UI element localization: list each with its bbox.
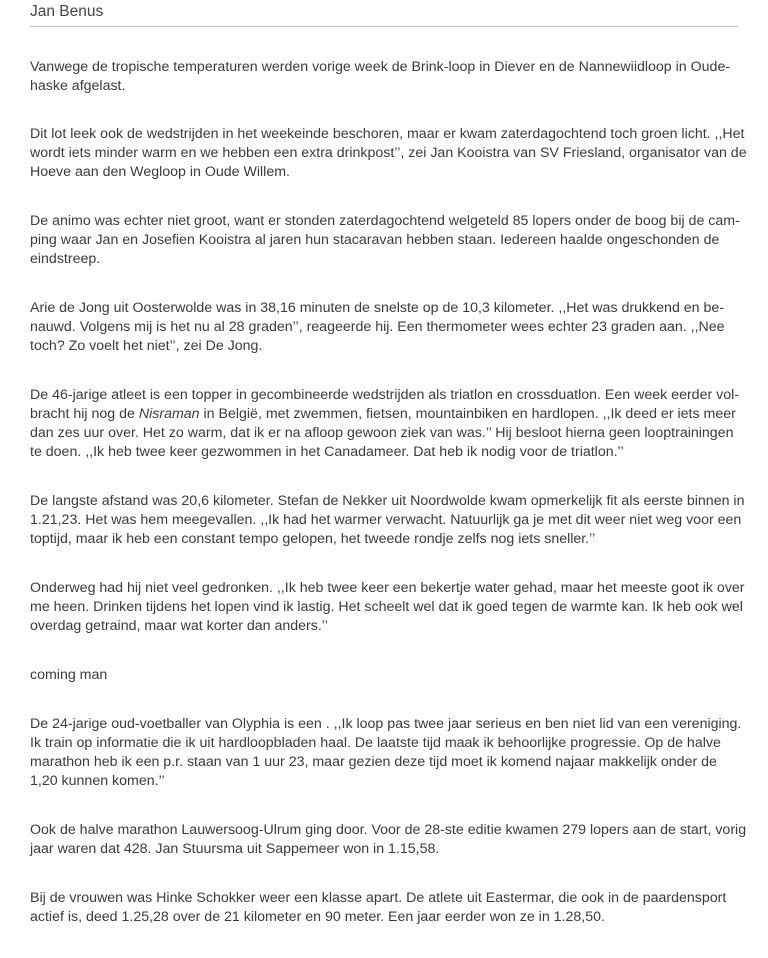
article-paragraph — [30, 58, 740, 96]
paragraph-line — [30, 405, 740, 424]
article-paragraph — [30, 212, 740, 269]
paragraph-line: toch? Zo voelt het niet’’, zei De Jong. — [30, 338, 263, 354]
article-paragraph — [30, 386, 740, 462]
paragraph-line: Bij de vrouwen was Hinke Schokker weer een klasse apart. De atlete uit Eastermar, die ook in de paardensport — [30, 890, 727, 906]
paragraph-line: De langste afstand was 20,6 kilometer. Stefan de Nekker uit Noordwolde kwam opmerkelijk fit als eerste binnen in — [30, 493, 745, 509]
article-paragraph — [30, 579, 745, 636]
paragraph-line: jaar waren dat 428. Jan Stuursma uit Sappemeer won in 1.15,58. — [30, 841, 440, 857]
article-paragraph — [30, 715, 740, 791]
paragraph-line: Arie de Jong uit Oosterwolde was in 38,16 minuten de snelste op de 10,3 kilometer. ,,Het was drukkend en be- — [30, 300, 725, 316]
paragraph-line: me heen. Drinken tijdens het lopen vind ik lastig. Het scheelt wel dat ik goed tegen de warmte kan. Ik heb ook wel — [30, 599, 743, 615]
article-paragraph — [30, 821, 747, 859]
paragraph-line: overdag getraind, maar wat korter dan anders.’’ — [30, 618, 328, 634]
article-paragraph — [30, 125, 747, 182]
paragraph-line: wordt iets minder warm en we hebben een extra drinkpost’’, zei Jan Kooistra van SV Friesland, organisator van de — [30, 145, 747, 161]
paragraph-line: De 46-jarige atleet is een topper in gecombineerde wedstrijden als triatlon en crossduatlon. Een week eerder vol- — [30, 387, 739, 403]
paragraph-line: te doen. ,,Ik heb twee keer gezwommen in het Canadameer. Dat heb ik nodig voor de triatlon.’’ — [30, 444, 624, 460]
paragraph-line: eindstreep. — [30, 251, 101, 267]
header-divider — [30, 26, 738, 27]
paragraph-line: dan zes uur over. Het zo warm, dat ik er na afloop gewoon ziek van was.’’ Hij besloot hierna geen looptrainingen — [30, 425, 734, 441]
article-paragraph — [30, 666, 740, 685]
event-name-emphasis: Nisraman — [138, 406, 200, 422]
paragraph-line: Dit lot leek ook de wedstrijden in het weekeinde beschoren, maar er kwam zaterdagochtend toch groen licht. ,,Het — [30, 126, 745, 142]
article-paragraph — [30, 299, 740, 356]
paragraph-line: toptijd, maar ik heb een constant tempo gelopen, het tweede rondje zelfs nog iets sneller.’’ — [30, 531, 596, 547]
paragraph-line: Hoeve aan den Wegloop in Oude Willem. — [30, 164, 290, 180]
author-name: Jan Benus — [30, 3, 104, 20]
paragraph-line: 1,20 kunnen komen.’’ — [30, 773, 165, 789]
article-paragraph — [30, 889, 740, 927]
paragraph-text: bracht hij nog de — [30, 406, 139, 422]
paragraph-text: in België, met zwemmen, fietsen, mountainbiken en hardlopen. ,,Ik deed er iets meer — [199, 406, 736, 422]
paragraph-line: Vanwege de tropische temperaturen werden vorige week de Brink-loop in Diever en de Nannewiidloop in Oude- — [30, 59, 731, 75]
paragraph-line: haske afgelast. — [30, 78, 126, 94]
paragraph-line: Onderweg had hij niet veel gedronken. ,,Ik heb twee keer een bekertje water gehad, maar het meeste goot ik over — [30, 580, 745, 596]
article-paragraph — [30, 492, 745, 549]
paragraph-line: nauwd. Volgens mij is het nu al 28 graden’’, reageerde hij. Een thermometer wees echter 23 graden aan. ,,Nee — [30, 319, 725, 335]
paragraph-line: De animo was echter niet groot, want er stonden zaterdagochtend welgeteld 85 lopers onder de boog bij de cam- — [30, 213, 740, 229]
paragraph-line: Ook de halve marathon Lauwersoog-Ulrum ging door. Voor de 28-ste editie kwamen 279 lopers aan de start, vorig — [30, 822, 747, 838]
paragraph-line: 1.21,23. Het was hem meegevallen. ,,Ik had het warmer verwacht. Natuurlijk ga je met dit weer niet weg voor een — [30, 512, 742, 528]
paragraph-line: marathon heb ik een p.r. staan van 1 uur 23, maar gezien deze tijd moet ik komend najaar makkelijk onder de — [30, 754, 717, 770]
paragraph-line: De 24-jarige oud-voetballer van Olyphia is een . ,,Ik loop pas twee jaar serieus en ben niet lid van een vereniging. — [30, 716, 742, 732]
paragraph-line: coming man — [30, 667, 108, 683]
paragraph-line: actief is, deed 1.25,28 over de 21 kilometer en 90 meter. Een jaar eerder won ze in 1.28,50. — [30, 909, 605, 925]
paragraph-line: ping waar Jan en Josefien Kooistra al jaren hun stacaravan hebben staan. Iedereen haalde ongeschonden de — [30, 232, 720, 248]
paragraph-line: Ik train op informatie die ik uit hardloopbladen haal. De laatste tijd maak ik behoorlijke progressie. Op de halve — [30, 735, 721, 751]
